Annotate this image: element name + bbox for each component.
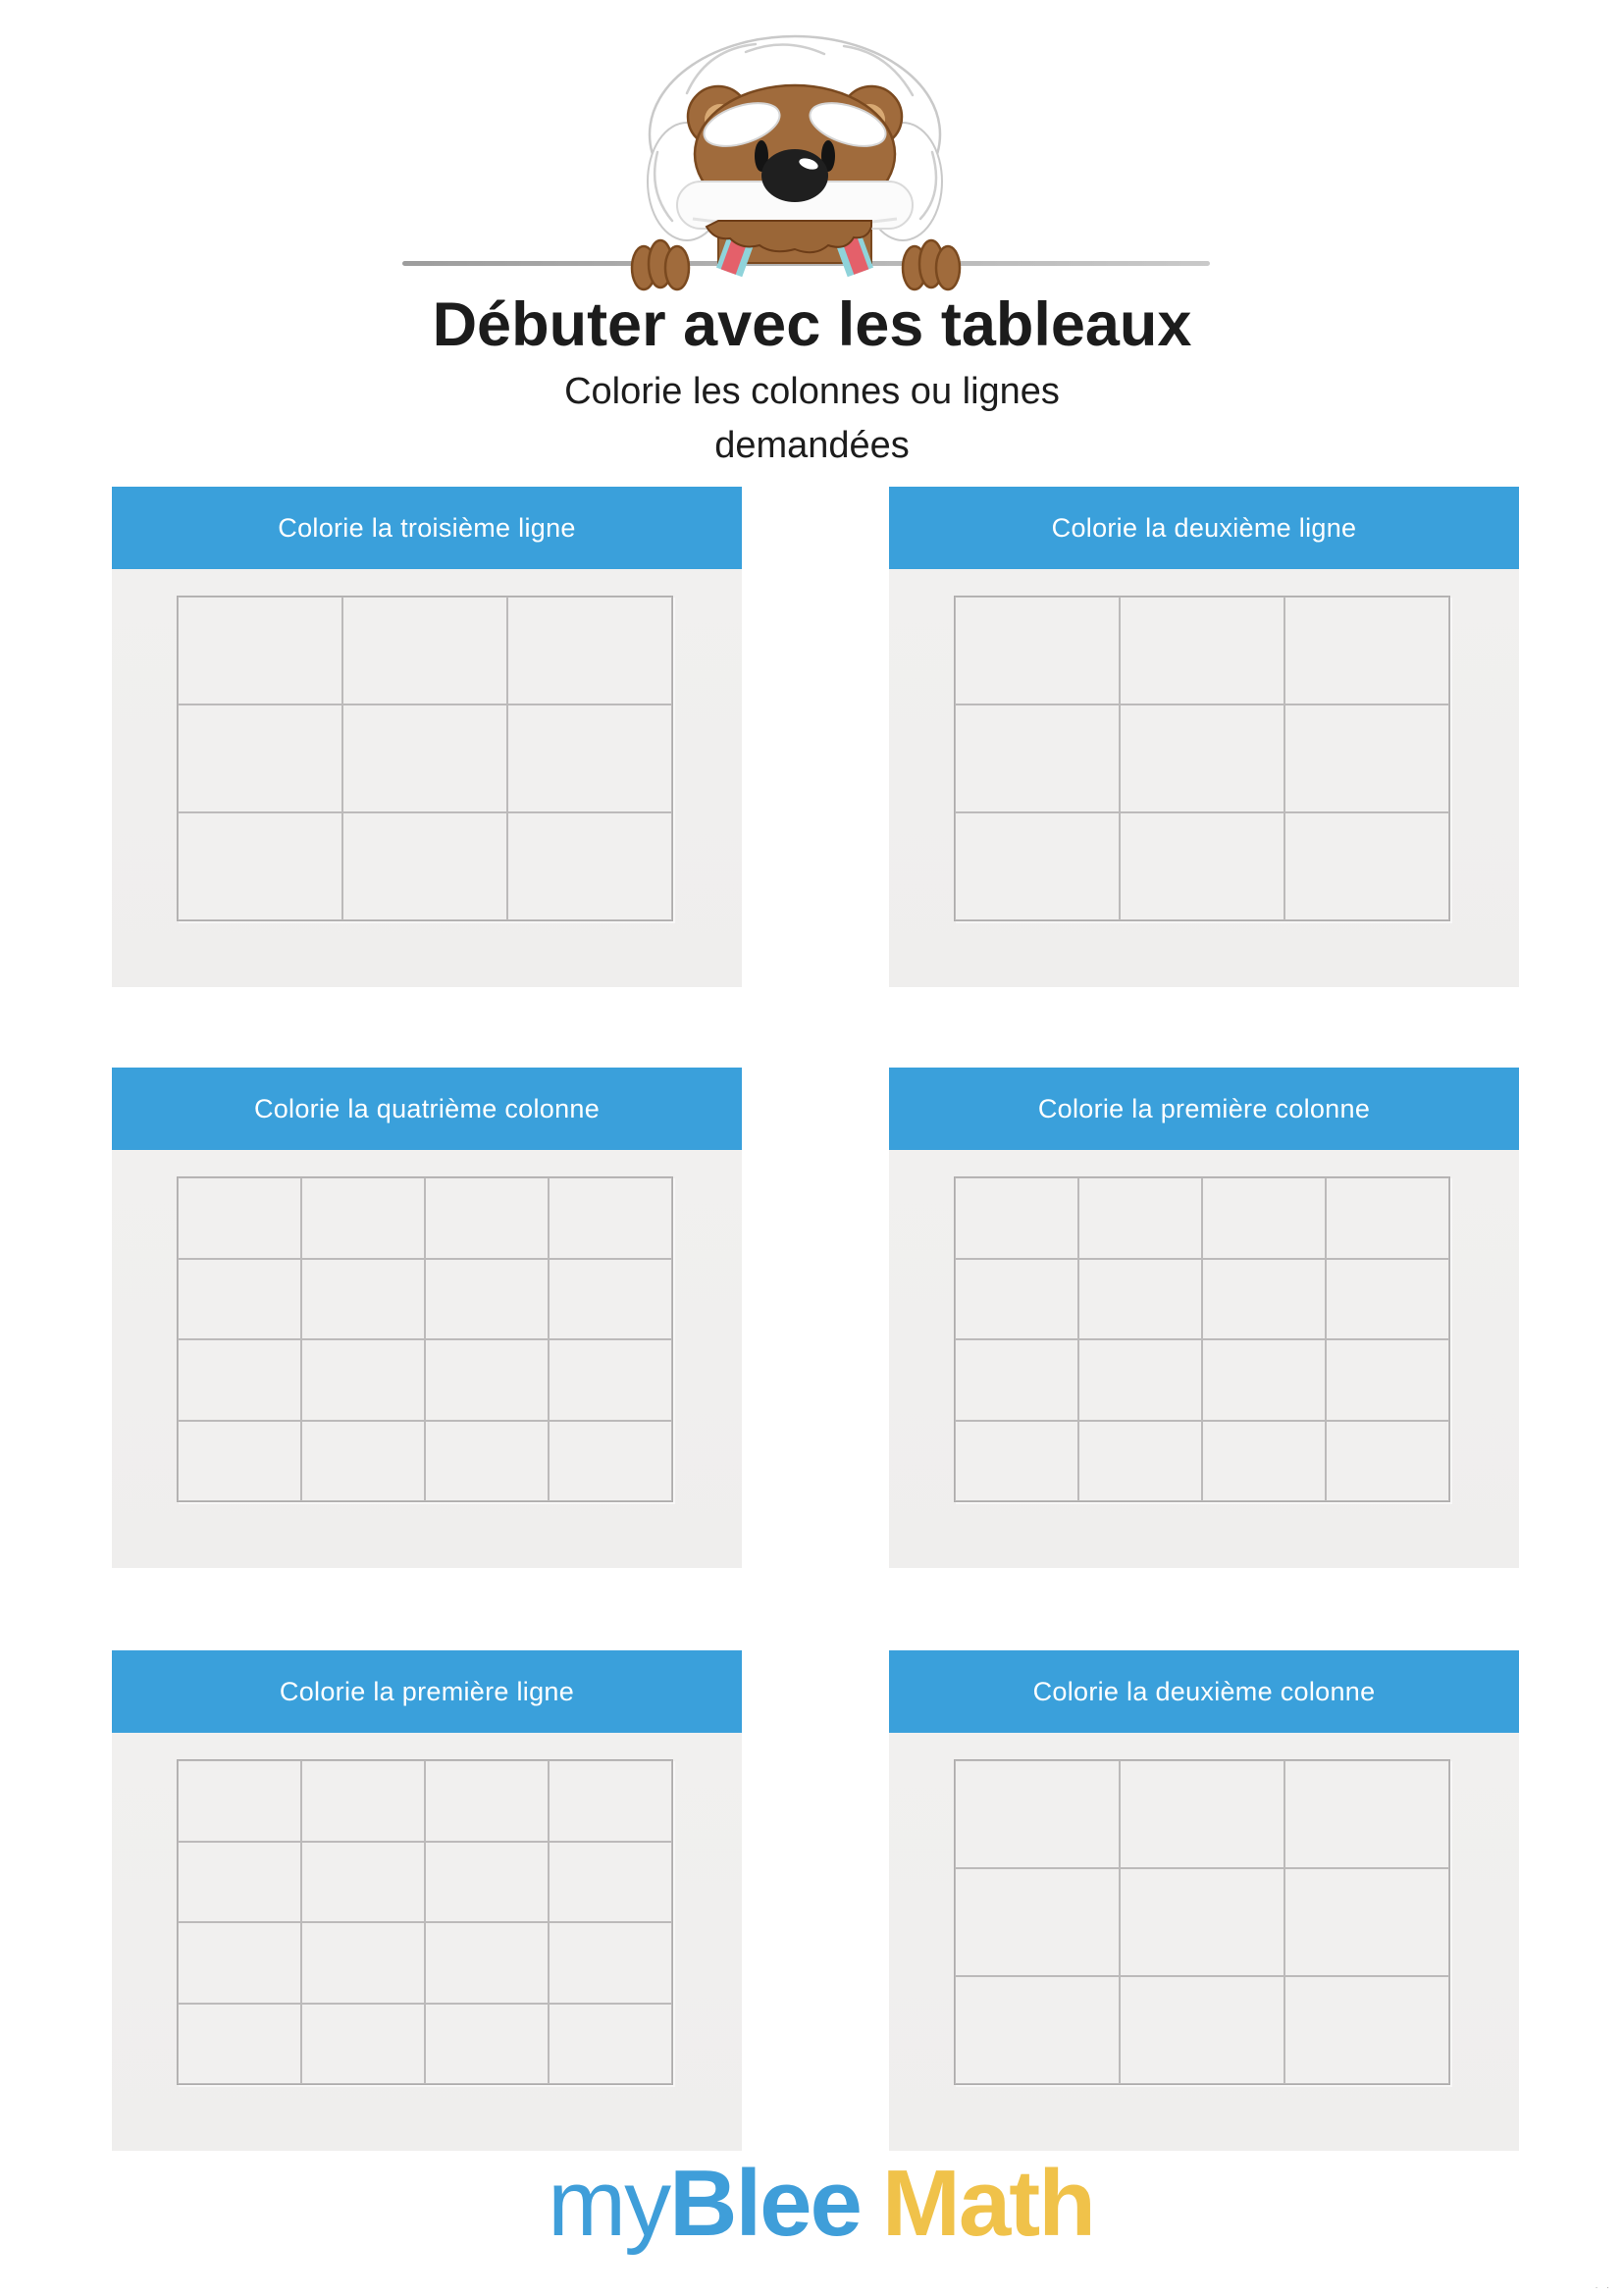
grid-cell[interactable] — [301, 2004, 425, 2085]
grid-cell[interactable] — [178, 1421, 301, 1502]
color-grid — [177, 596, 673, 921]
grid-cell[interactable] — [507, 704, 672, 812]
grid-cell[interactable] — [1202, 1421, 1326, 1502]
panel-body — [112, 569, 742, 987]
grid-cell[interactable] — [425, 2004, 549, 2085]
grid-cell[interactable] — [549, 1842, 672, 1923]
panel-instruction-text: Colorie la première ligne — [279, 1676, 575, 1706]
panel-body — [889, 569, 1519, 987]
grid-cell[interactable] — [1202, 1177, 1326, 1259]
grid-cell[interactable] — [1120, 812, 1284, 920]
grid-cell[interactable] — [301, 1259, 425, 1340]
grid-cell[interactable] — [955, 1421, 1078, 1502]
grid-cell[interactable] — [1120, 1868, 1284, 1976]
grid-cell[interactable] — [342, 597, 507, 704]
grid-cell[interactable] — [301, 1177, 425, 1259]
grid-cell[interactable] — [1326, 1421, 1449, 1502]
grid-cell[interactable] — [1284, 1976, 1449, 2084]
grid-cell[interactable] — [955, 1177, 1078, 1259]
grid-cell[interactable] — [1120, 597, 1284, 704]
grid-cell[interactable] — [1078, 1259, 1202, 1340]
grid-cell[interactable] — [1284, 704, 1449, 812]
color-grid — [954, 1759, 1450, 2085]
grid-cell[interactable] — [955, 597, 1120, 704]
grid-cell[interactable] — [178, 597, 342, 704]
panel-body — [112, 1733, 742, 2151]
logo-part-my: my — [548, 2151, 670, 2256]
panel-instruction-header — [889, 487, 1519, 569]
grid-cell[interactable] — [1326, 1177, 1449, 1259]
grid-cell[interactable] — [955, 812, 1120, 920]
grid-cell[interactable] — [955, 1339, 1078, 1421]
grid-cell[interactable] — [178, 1922, 301, 2004]
color-grid — [954, 596, 1450, 921]
panel-instruction-text: Colorie la deuxième ligne — [1051, 512, 1357, 543]
grid-cell[interactable] — [1284, 812, 1449, 920]
grid-cell[interactable] — [549, 1421, 672, 1502]
grid-cell[interactable] — [549, 1177, 672, 1259]
corner-artifact: · · — [1595, 2282, 1612, 2292]
grid-cell[interactable] — [549, 1259, 672, 1340]
grid-cell[interactable] — [1202, 1259, 1326, 1340]
worksheet-panel-6 — [889, 1650, 1519, 2151]
panel-body — [889, 1150, 1519, 1568]
grid-cell[interactable] — [1078, 1421, 1202, 1502]
grid-cell[interactable] — [178, 2004, 301, 2085]
grid-cell[interactable] — [301, 1339, 425, 1421]
grid-cell[interactable] — [178, 1177, 301, 1259]
panel-instruction-header — [889, 1650, 1519, 1733]
grid-cell[interactable] — [1284, 1760, 1449, 1868]
grid-cell[interactable] — [1078, 1339, 1202, 1421]
grid-cell[interactable] — [301, 1842, 425, 1923]
color-grid — [177, 1759, 673, 2085]
grid-cell[interactable] — [178, 704, 342, 812]
grid-cell[interactable] — [425, 1922, 549, 2004]
grid-cell[interactable] — [507, 597, 672, 704]
subtitle-line-1: Colorie les colonnes ou lignes — [564, 371, 1060, 412]
panel-instruction-header — [112, 1068, 742, 1150]
grid-cell[interactable] — [1120, 1976, 1284, 2084]
panel-instruction-header — [889, 1068, 1519, 1150]
lion-mascot-illustration — [628, 34, 962, 294]
panel-instruction-text: Colorie la première colonne — [1037, 1093, 1371, 1123]
page-title: Débuter avec les tableaux — [432, 290, 1192, 359]
worksheet-panel-1 — [112, 487, 742, 987]
grid-cell[interactable] — [507, 812, 672, 920]
grid-cell[interactable] — [301, 1922, 425, 2004]
panel-instruction-text: Colorie la quatrième colonne — [253, 1093, 601, 1123]
worksheet-panel-3 — [112, 1068, 742, 1568]
grid-cell[interactable] — [342, 812, 507, 920]
grid-cell[interactable] — [425, 1177, 549, 1259]
grid-cell[interactable] — [1326, 1259, 1449, 1340]
grid-cell[interactable] — [178, 1760, 301, 1842]
grid-cell[interactable] — [549, 1922, 672, 2004]
grid-cell[interactable] — [178, 1842, 301, 1923]
logo-part-blee: Blee — [669, 2151, 861, 2256]
grid-cell[interactable] — [955, 1976, 1120, 2084]
grid-cell[interactable] — [1284, 1868, 1449, 1976]
grid-cell[interactable] — [549, 1760, 672, 1842]
worksheet-panel-2 — [889, 487, 1519, 987]
panel-instruction-text: Colorie la troisième ligne — [278, 512, 576, 543]
grid-cell[interactable] — [955, 1259, 1078, 1340]
color-grid — [177, 1176, 673, 1502]
grid-cell[interactable] — [301, 1760, 425, 1842]
grid-cell[interactable] — [178, 1339, 301, 1421]
color-grid — [954, 1176, 1450, 1502]
panel-body — [112, 1150, 742, 1568]
grid-cell[interactable] — [425, 1259, 549, 1340]
grid-cell[interactable] — [549, 2004, 672, 2085]
mascot-nose — [761, 149, 828, 202]
panel-instruction-header — [112, 1650, 742, 1733]
grid-cell[interactable] — [1202, 1339, 1326, 1421]
grid-cell[interactable] — [301, 1421, 425, 1502]
grid-cell[interactable] — [178, 1259, 301, 1340]
grid-cell[interactable] — [1078, 1177, 1202, 1259]
grid-cell[interactable] — [1120, 704, 1284, 812]
grid-cell[interactable] — [549, 1339, 672, 1421]
grid-cell[interactable] — [425, 1760, 549, 1842]
myblee-math-logo — [0, 2151, 1624, 2256]
panel-body — [889, 1733, 1519, 2151]
grid-cell[interactable] — [955, 704, 1120, 812]
panel-instruction-text: Colorie la deuxième colonne — [1032, 1676, 1376, 1706]
grid-cell[interactable] — [425, 1421, 549, 1502]
worksheet-panel-4 — [889, 1068, 1519, 1568]
grid-cell[interactable] — [1284, 597, 1449, 704]
grid-cell[interactable] — [425, 1842, 549, 1923]
page-subtitle — [0, 365, 1624, 473]
subtitle-line-2: demandées — [714, 425, 910, 466]
grid-cell[interactable] — [1326, 1339, 1449, 1421]
grid-cell[interactable] — [178, 812, 342, 920]
logo-part-math: Math — [881, 2151, 1094, 2256]
grid-cell[interactable] — [955, 1760, 1120, 1868]
panel-instruction-header — [112, 487, 742, 569]
grid-cell[interactable] — [342, 704, 507, 812]
grid-cell[interactable] — [1120, 1760, 1284, 1868]
worksheet-panel-5 — [112, 1650, 742, 2151]
grid-cell[interactable] — [955, 1868, 1120, 1976]
grid-cell[interactable] — [425, 1339, 549, 1421]
